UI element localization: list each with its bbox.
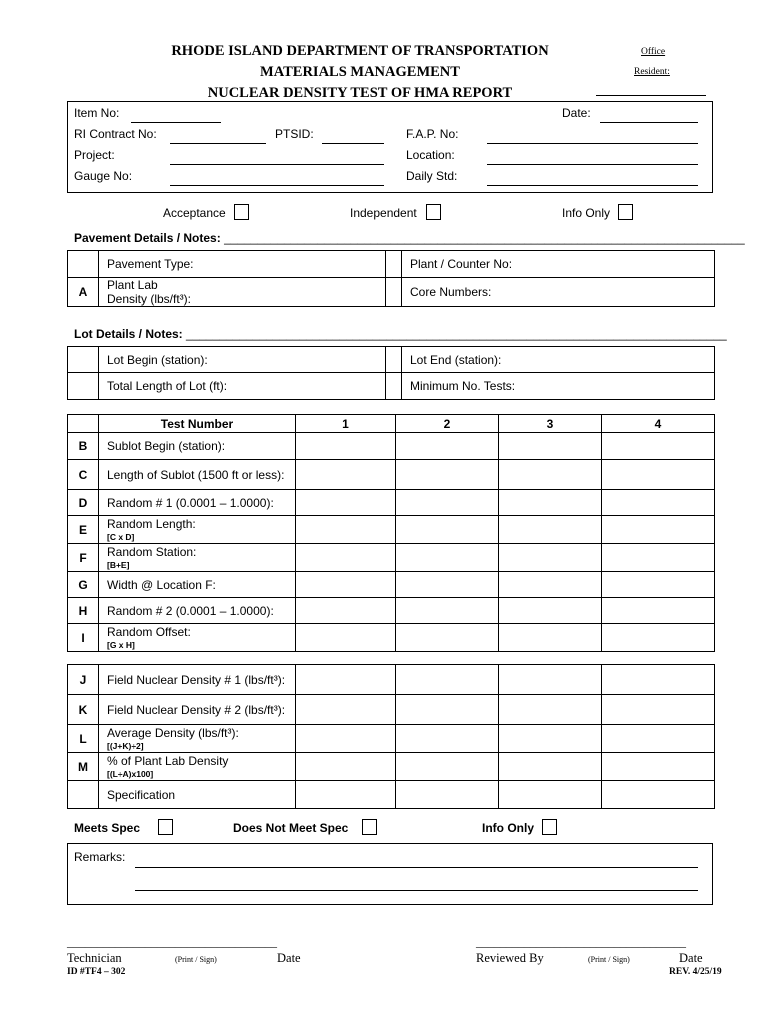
entry-cell-3[interactable] xyxy=(499,490,602,516)
does-not-meet-spec-label: Does Not Meet Spec xyxy=(233,821,349,835)
result-info-only-checkbox[interactable] xyxy=(542,819,557,835)
test-column-2: 2 xyxy=(396,415,499,433)
entry-cell-1[interactable] xyxy=(296,433,396,460)
density_table-row xyxy=(68,781,715,809)
ri-contract-label: RI Contract No: xyxy=(74,127,157,141)
entry-cell-2[interactable] xyxy=(396,460,499,490)
pavement-notes-line[interactable]: ______________________________________________________________________________ xyxy=(224,231,745,245)
ptsid-field[interactable] xyxy=(322,143,384,144)
entry-cell-4[interactable] xyxy=(602,781,715,809)
row-label-cell xyxy=(99,516,296,544)
row-label-cell xyxy=(99,490,296,516)
resident-label: Resident: xyxy=(634,67,670,77)
lot-notes-label xyxy=(74,327,727,341)
row-letter: L xyxy=(68,725,99,753)
entry-cell-2[interactable] xyxy=(396,624,499,652)
row-label: Sublot Begin (station): xyxy=(107,439,226,453)
row-label: Field Nuclear Density # 2 (lbs/ft³): xyxy=(107,702,286,717)
reviewer-sign-line[interactable]: ___________________________________ xyxy=(476,935,686,949)
gauge-no-label: Gauge No: xyxy=(74,169,133,183)
row-label: Random Length: xyxy=(107,517,196,531)
entry-cell-2[interactable] xyxy=(396,665,499,695)
form-id: ID #TF4 – 302 xyxy=(67,967,126,977)
row-label: Length of Sublot (1500 ft or less): xyxy=(107,467,285,482)
row-label-cell xyxy=(99,624,296,652)
daily-std-field[interactable] xyxy=(487,185,698,186)
form-revision: REV. 4/25/19 xyxy=(669,967,722,977)
entry-cell-1[interactable] xyxy=(296,665,396,695)
row-label: Width @ Location F: xyxy=(107,577,216,592)
row-formula: [(J+K)÷2] xyxy=(107,741,144,751)
lot-table xyxy=(67,346,715,400)
date-label: Date: xyxy=(562,106,591,120)
ri-contract-field[interactable] xyxy=(170,143,266,144)
test_table-row xyxy=(68,433,715,460)
entry-cell-3[interactable] xyxy=(499,433,602,460)
entry-cell-3[interactable] xyxy=(499,624,602,652)
row-formula: [G x H] xyxy=(107,640,135,650)
project-field[interactable] xyxy=(170,164,384,165)
reviewer-date-label: Date xyxy=(679,951,703,965)
entry-cell-4[interactable] xyxy=(602,753,715,781)
remarks-box xyxy=(67,843,713,905)
entry-cell-2[interactable] xyxy=(396,781,499,809)
entry-cell-2[interactable] xyxy=(396,598,499,624)
test_table-row xyxy=(68,516,715,544)
row-label-cell xyxy=(99,753,296,781)
meets-spec-checkbox[interactable] xyxy=(158,819,173,835)
reviewed-by-label: Reviewed By xyxy=(476,951,544,965)
entry-cell-1[interactable] xyxy=(296,572,396,598)
row-label: Random Station: xyxy=(107,545,197,559)
lot-divider-cell-2 xyxy=(386,373,402,400)
row-formula: [(L÷A)x100] xyxy=(107,769,154,779)
entry-cell-1[interactable] xyxy=(296,490,396,516)
row-label: Average Density (lbs/ft³): xyxy=(107,726,239,740)
entry-cell-4[interactable] xyxy=(602,490,715,516)
density_table-row xyxy=(68,753,715,781)
row-letter-a: A xyxy=(68,278,99,307)
entry-cell-4[interactable] xyxy=(602,725,715,753)
entry-cell-4[interactable] xyxy=(602,665,715,695)
entry-cell-1[interactable] xyxy=(296,544,396,572)
entry-cell-2[interactable] xyxy=(396,490,499,516)
entry-cell-4[interactable] xyxy=(602,544,715,572)
density-table xyxy=(67,664,715,809)
technician-label: Technician xyxy=(67,951,122,965)
project-label: Project: xyxy=(74,148,115,162)
core-numbers-cell[interactable]: Core Numbers: xyxy=(402,278,715,307)
entry-cell-4[interactable] xyxy=(602,624,715,652)
ptsid-label: PTSID: xyxy=(275,127,314,141)
test-header-blank xyxy=(68,415,99,433)
total-length-cell[interactable]: Total Length of Lot (ft): xyxy=(99,373,386,400)
row-letter: M xyxy=(68,753,99,781)
header-line-2: MATERIALS MANAGEMENT xyxy=(260,64,460,80)
entry-cell-2[interactable] xyxy=(396,725,499,753)
acceptance-checkbox[interactable] xyxy=(234,204,249,220)
entry-cell-2[interactable] xyxy=(396,433,499,460)
density_table-row xyxy=(68,695,715,725)
entry-cell-3[interactable] xyxy=(499,460,602,490)
lot-notes-line[interactable]: _________________________________________________________________________________ xyxy=(186,327,727,341)
row-letter: F xyxy=(68,544,99,572)
entry-cell-2[interactable] xyxy=(396,753,499,781)
entry-cell-2[interactable] xyxy=(396,695,499,725)
entry-cell-1[interactable] xyxy=(296,598,396,624)
fap-no-field[interactable] xyxy=(487,143,698,144)
entry-cell-2[interactable] xyxy=(396,544,499,572)
info-box xyxy=(67,101,713,193)
acceptance-label: Acceptance xyxy=(163,206,226,220)
does-not-meet-spec-checkbox[interactable] xyxy=(362,819,377,835)
row-label-cell xyxy=(99,572,296,598)
row-formula: [B+E] xyxy=(107,560,130,570)
entry-cell-2[interactable] xyxy=(396,516,499,544)
entry-cell-1[interactable] xyxy=(296,516,396,544)
entry-cell-4[interactable] xyxy=(602,572,715,598)
lot-notes-text: Lot Details / Notes: xyxy=(74,327,183,341)
entry-cell-3[interactable] xyxy=(499,665,602,695)
lot-end-cell[interactable]: Lot End (station): xyxy=(402,347,715,373)
row-label: Specification xyxy=(107,787,176,802)
row-label-cell xyxy=(99,460,296,490)
technician-sign-line[interactable]: ___________________________________ xyxy=(67,935,277,949)
item-no-field[interactable] xyxy=(131,122,221,123)
row-formula: [C x D] xyxy=(107,532,135,542)
entry-cell-4[interactable] xyxy=(602,516,715,544)
test-table xyxy=(67,414,715,652)
row-label-cell xyxy=(99,433,296,460)
fap-no-label: F.A.P. No: xyxy=(406,127,459,141)
row-label: Field Nuclear Density # 1 (lbs/ft³): xyxy=(107,672,286,687)
row-label-cell xyxy=(99,725,296,753)
entry-cell-1[interactable] xyxy=(296,624,396,652)
row-letter: D xyxy=(68,490,99,516)
reviewer-print-sign: (Print / Sign) xyxy=(588,955,630,964)
row-label: Random # 2 (0.0001 – 1.0000): xyxy=(107,603,274,618)
independent-checkbox[interactable] xyxy=(426,204,441,220)
row-letter: H xyxy=(68,598,99,624)
row-label-cell xyxy=(99,665,296,695)
daily-std-label: Daily Std: xyxy=(406,169,458,183)
pavement-table xyxy=(67,250,715,307)
entry-cell-3[interactable] xyxy=(499,725,602,753)
density_table-row xyxy=(68,725,715,753)
lot-begin-cell[interactable]: Lot Begin (station): xyxy=(99,347,386,373)
test_table-row xyxy=(68,544,715,572)
pavement-divider-cell xyxy=(386,251,402,278)
entry-cell-3[interactable] xyxy=(499,781,602,809)
row-label: % of Plant Lab Density xyxy=(107,754,229,768)
location-field[interactable] xyxy=(487,164,698,165)
entry-cell-4[interactable] xyxy=(602,598,715,624)
item-no-label: Item No: xyxy=(74,106,120,120)
office-label: Office xyxy=(641,47,666,57)
entry-cell-3[interactable] xyxy=(499,544,602,572)
row-letter xyxy=(68,781,99,809)
entry-cell-1[interactable] xyxy=(296,753,396,781)
remarks-line-1[interactable] xyxy=(135,867,698,868)
pavement-notes-text: Pavement Details / Notes: xyxy=(74,231,221,245)
pavement-type-cell[interactable]: Pavement Type: xyxy=(99,251,386,278)
info-only-checkbox[interactable] xyxy=(618,204,633,220)
result-info-only-label: Info Only xyxy=(482,821,534,835)
row-letter: J xyxy=(68,665,99,695)
location-label: Location: xyxy=(406,148,455,162)
date-field[interactable] xyxy=(600,122,698,123)
plant-lab-line1: Plant Lab xyxy=(107,278,158,292)
entry-cell-3[interactable] xyxy=(499,572,602,598)
row-letter: I xyxy=(68,624,99,652)
min-tests-cell[interactable]: Minimum No. Tests: xyxy=(402,373,715,400)
test-column-1: 1 xyxy=(296,415,396,433)
row-label-cell xyxy=(99,544,296,572)
test_table-row xyxy=(68,624,715,652)
row-letter: K xyxy=(68,695,99,725)
entry-cell-4[interactable] xyxy=(602,695,715,725)
plant-lab-cell[interactable] xyxy=(99,278,386,307)
entry-cell-3[interactable] xyxy=(499,695,602,725)
technician-date-label: Date xyxy=(277,951,301,965)
resident-line[interactable] xyxy=(596,95,706,96)
entry-cell-4[interactable] xyxy=(602,433,715,460)
test_table-row xyxy=(68,572,715,598)
entry-cell-1[interactable] xyxy=(296,781,396,809)
row-label-cell xyxy=(99,781,296,809)
header-line-3: NUCLEAR DENSITY TEST OF HMA REPORT xyxy=(207,85,513,101)
plant-counter-cell[interactable]: Plant / Counter No: xyxy=(402,251,715,278)
test-column-4: 4 xyxy=(602,415,715,433)
density_table-row xyxy=(68,665,715,695)
plant-lab-line2: Density (lbs/ft³): xyxy=(107,292,192,306)
row-label: Random # 1 (0.0001 – 1.0000): xyxy=(107,495,274,510)
lot-blank-cell-1 xyxy=(68,347,99,373)
row-letter: C xyxy=(68,460,99,490)
entry-cell-3[interactable] xyxy=(499,516,602,544)
entry-cell-2[interactable] xyxy=(396,572,499,598)
header-line-1: RHODE ISLAND DEPARTMENT OF TRANSPORTATION xyxy=(171,43,549,59)
row-letter: E xyxy=(68,516,99,544)
remarks-line-2[interactable] xyxy=(135,890,698,891)
test-number-header: Test Number xyxy=(99,415,296,433)
entry-cell-3[interactable] xyxy=(499,598,602,624)
info-only-label: Info Only xyxy=(562,206,611,220)
gauge-no-field[interactable] xyxy=(170,185,384,186)
test_table-row xyxy=(68,598,715,624)
row-label-cell xyxy=(99,598,296,624)
meets-spec-label: Meets Spec xyxy=(74,821,141,835)
entry-cell-3[interactable] xyxy=(499,753,602,781)
remarks-label: Remarks: xyxy=(74,850,126,864)
entry-cell-1[interactable] xyxy=(296,695,396,725)
row-label-cell xyxy=(99,695,296,725)
test-column-3: 3 xyxy=(499,415,602,433)
pavement-blank-cell xyxy=(68,251,99,278)
row-letter: G xyxy=(68,572,99,598)
plant-lab-divider-cell xyxy=(386,278,402,307)
entry-cell-1[interactable] xyxy=(296,725,396,753)
entry-cell-1[interactable] xyxy=(296,460,396,490)
lot-blank-cell-2 xyxy=(68,373,99,400)
entry-cell-4[interactable] xyxy=(602,460,715,490)
row-letter: B xyxy=(68,433,99,460)
independent-label: Independent xyxy=(350,206,417,220)
row-label: Random Offset: xyxy=(107,625,191,639)
technician-print-sign: (Print / Sign) xyxy=(175,955,217,964)
pavement-notes-label xyxy=(74,231,745,245)
lot-divider-cell-1 xyxy=(386,347,402,373)
test_table-row xyxy=(68,490,715,516)
test_table-row xyxy=(68,460,715,490)
